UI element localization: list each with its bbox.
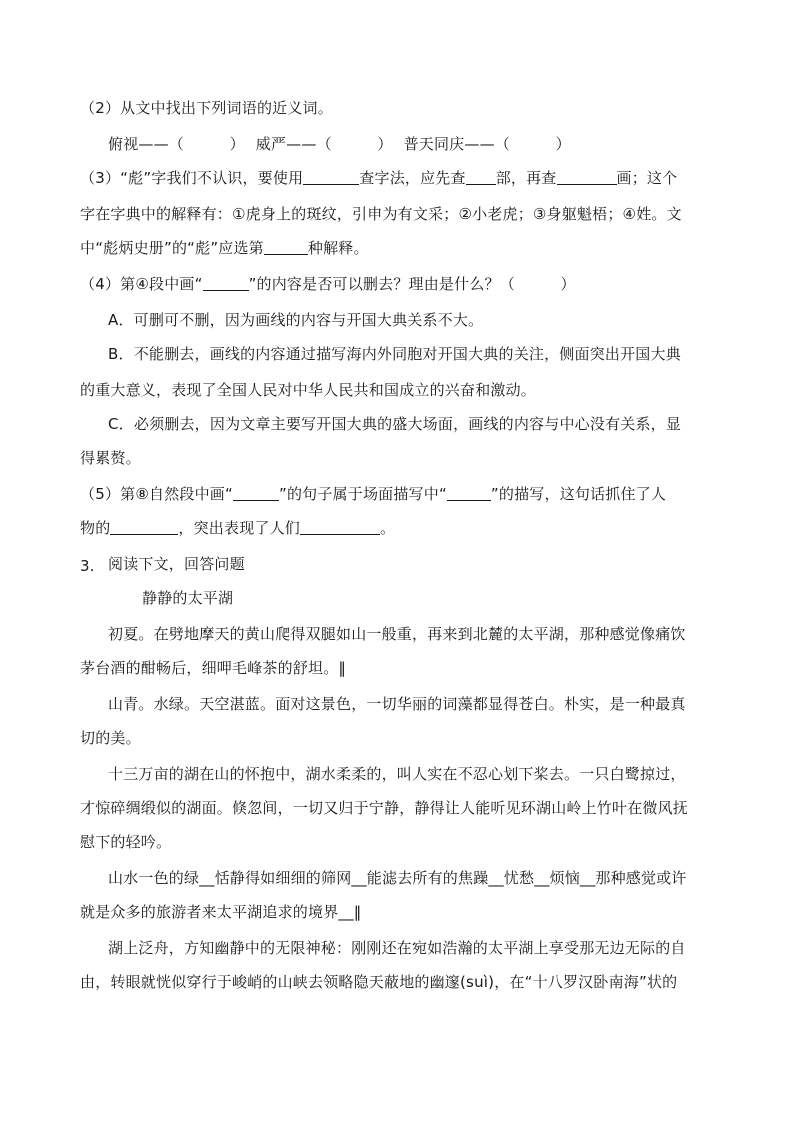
passage-paragraph-4: 山水一色的绿__恬静得如细细的筛网__能滤去所有的焦躁__忧愁__烦恼__那种感觉或许 [108,869,687,887]
answer-blank [557,170,617,185]
q2-item-3: 普天同庆——（ ） [403,135,571,153]
q3-line-3 [80,238,720,258]
q3-line-2: 字在字典中的解释有：①虎身上的斑纹，引申为有文采；②小老虎；③身躯魁梧；④姓。文 [80,205,682,223]
q5-text: 物的 [80,519,111,537]
q3-text: 部，再查 [495,169,557,187]
answer-blank [300,520,380,535]
q5-text: ，突出表现了人们 [178,519,301,537]
passage-paragraph-2-cont: 切的美。 [80,729,141,747]
q2-item-2: 威严——（ ） [255,135,393,153]
passage-paragraph-1: 初夏。在劈地摩天的黄山爬得双腿如山一般重，再来到北麓的太平湖，那种感觉像痛饮 [108,625,686,643]
q5-text: ”的句子属于场面描写中“ [278,485,447,503]
q4-prompt [80,274,720,294]
passage-paragraph-2: 山青。水绿。天空湛蓝。面对这景色，一切华丽的词藻都显得苍白。朴实，是一种最真 [108,695,686,713]
answer-blank [303,170,359,185]
question-number: 3. [80,557,95,575]
answer-blank [233,486,279,501]
passage-paragraph-5: 湖上泛舟，方知幽静中的无限神秘：刚刚还在宛如浩瀚的太平湖上享受那无边无际的自 [108,939,686,957]
q4-option-c-line-2: 得累赘。 [80,449,141,467]
answer-blank [447,486,491,501]
q4-option-c-line-1: C．必须删去，因为文章主要写开国大典的盛大场面，画线的内容与中心没有关系，显 [108,415,682,433]
q5-line-1 [80,484,720,504]
q2-prompt: （2）从文中找出下列词语的近义词。 [80,99,333,117]
q4-option-b-line-2: 的重大意义，表现了全国人民对中华人民共和国成立的兴奋和激动。 [80,381,537,399]
q5-line-2 [80,518,720,538]
passage-title: 静静的太平湖 [142,589,234,607]
passage-paragraph-4-cont: 就是众多的旅游者来太平湖追求的境界__‖ [80,903,362,921]
q4-text: ”的内容是否可以删去？理由是什么？（ ） [248,275,576,293]
q4-option-a: A．可删可不删，因为画线的内容与开国大典关系不大。 [108,311,484,329]
q5-text: ”的描写，这句话抓住了人 [490,485,667,503]
q5-text: （5）第⑧自然段中画“ [80,485,233,503]
q3-text: 中“彪炳史册”的“彪”应选第 [80,239,264,257]
q2-items [108,134,720,154]
passage-paragraph-3: 十三万亩的湖在山的怀抱中，湖水柔柔的，叫人实在不忍心划下桨去。一只白鹭掠过， [108,765,686,783]
q4-option-b-line-1: B．不能删去，画线的内容通过描写海内外同胞对开国大典的关注，侧面突出开国大典 [108,345,681,363]
q3-text: 种解释。 [307,239,369,257]
answer-blank [110,520,178,535]
q5-text: 。 [380,519,396,537]
answer-blank [203,276,249,291]
passage-paragraph-5-cont: 由，转眼就恍似穿行于峻峭的山峡去领略隐天蔽地的幽邃(suì)，在“十八罗汉卧南海”状的 [80,973,678,991]
answer-blank [264,240,308,255]
passage-paragraph-3-cont: 才惊碎绸缎似的湖面。倏忽间，一切又归于宁静，静得让人能听见环湖山岭上竹叶在微风抚 [80,799,689,817]
passage-paragraph-1-cont: 茅台酒的酣畅后，细呷毛峰茶的舒坦。‖ [80,659,347,677]
reading-prompt: 阅读下文，回答问题 [108,555,245,573]
passage-paragraph-3-end: 慰下的轻吟。 [80,833,172,851]
answer-blank [466,170,496,185]
q3-text: （3）“彪”字我们不认识，要使用 [80,169,304,187]
q2-item-1: 俯视——（ ） [108,135,245,153]
q3-line-1 [80,168,720,188]
q3-text: 画；这个 [616,169,678,187]
q4-text: （4）第④段中画“ [80,275,203,293]
q3-text: 查字法，应先查 [359,169,466,187]
